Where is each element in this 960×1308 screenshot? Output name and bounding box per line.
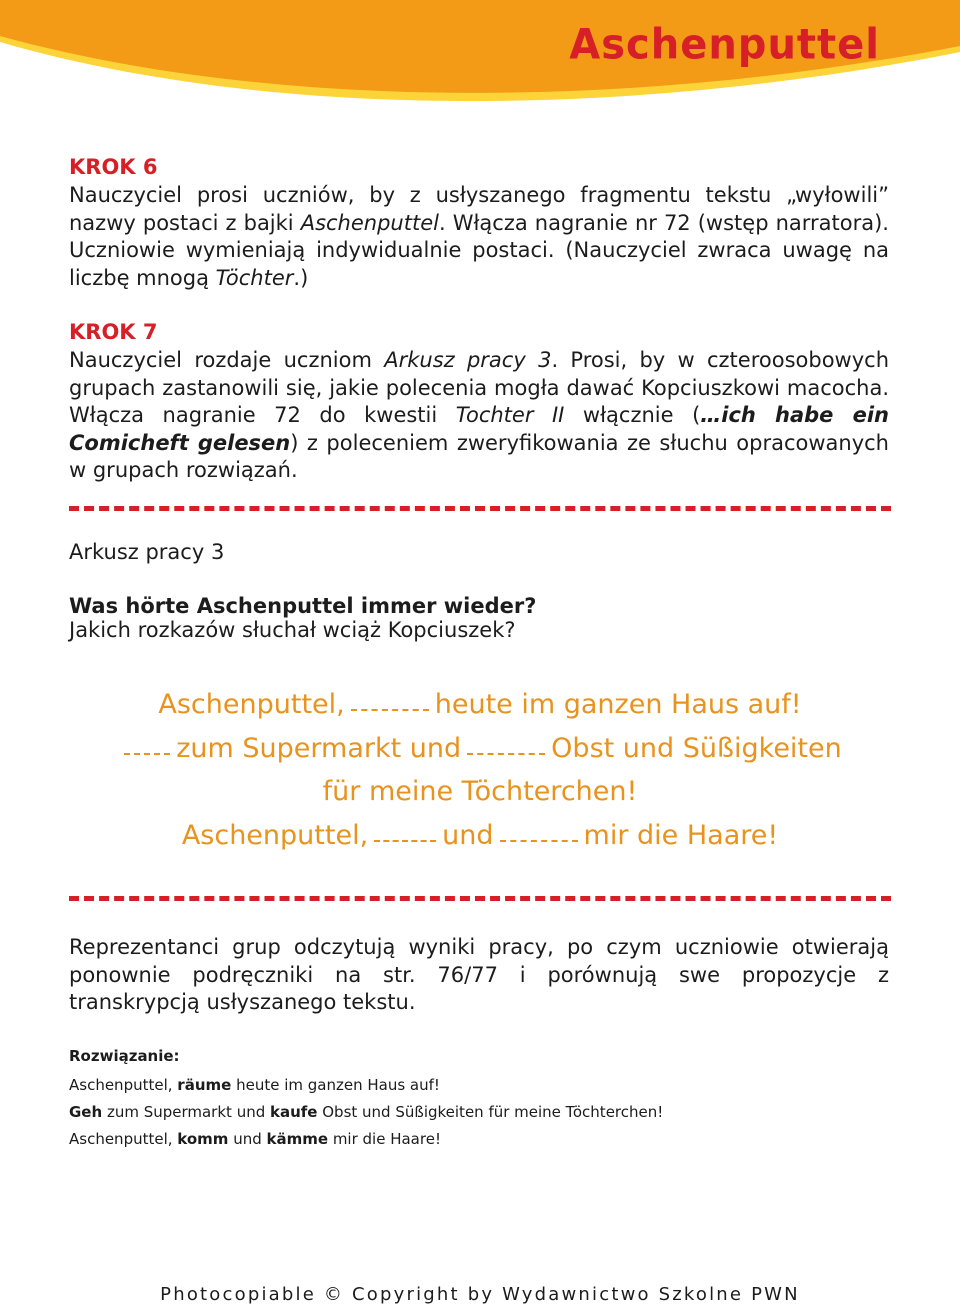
blank <box>374 840 436 842</box>
solution-label: Rozwiązanie: <box>69 1047 180 1065</box>
blank <box>351 709 429 711</box>
after-text: Reprezentanci grup odczytują wyniki pracy, po czym uczniowie otwierają ponownie podręczniki na str. 76/77 i porównują swe propozycje z transkrypcją usłyszanego tekstu. <box>69 935 889 1014</box>
krok7-text: Nauczyciel rozdaje uczniom Arkusz pracy 3. Prosi, by w czteroosobowych grupach zastanowili się, jakie polecenia mogła dawać Kopciuszkowi macocha. Włącza nagranie 72 do kwestii Tochter II włącznie (…ich habe ein Comicheft gelesen) z poleceniem zweryfikowania ze słuchu opracowanych w grupach rozwiązań. <box>69 348 890 482</box>
krok6-heading: KROK 6 <box>69 155 158 179</box>
exercise-line-2: zum Supermarkt und Obst und Süßigkeiten <box>0 727 960 771</box>
exercise-lines <box>0 683 960 857</box>
solution-line-1: Aschenputtel, räume heute im ganzen Haus auf! <box>69 1076 440 1094</box>
divider-bottom <box>69 896 891 901</box>
brand-title: Aschenputtel <box>569 20 880 70</box>
worksheet-title: Arkusz pracy 3 <box>69 540 225 564</box>
krok7-section <box>69 320 889 485</box>
worksheet-questions <box>69 594 889 642</box>
solution-line-3: Aschenputtel, komm und kämme mir die Haare! <box>69 1130 441 1148</box>
after-section <box>69 934 889 1017</box>
blank <box>467 753 545 755</box>
question-polish: Jakich rozkazów słuchał wciąż Kopciuszek? <box>69 618 516 642</box>
blank <box>500 840 578 842</box>
solution-line-2: Geh zum Supermarkt und kaufe Obst und Süßigkeiten für meine Töchterchen! <box>69 1103 664 1121</box>
exercise-line-4: Aschenputtel, und mir die Haare! <box>181 819 779 851</box>
krok6-text: Nauczyciel prosi uczniów, by z usłyszanego fragmentu tekstu „wyłowili” nazwy postaci z bajki Aschenputtel. Włącza nagranie nr 72 (wstęp narratora). Uczniowie wymieniają indywidualnie postaci. (Nauczyciel zwraca uwagę na liczbę mnogą Töchter.) <box>69 183 889 290</box>
question-german: Was hörte Aschenputtel immer wieder? <box>69 594 537 618</box>
krok6-section <box>69 155 889 292</box>
exercise-line-1: Aschenputtel, heute im ganzen Haus auf! <box>158 689 802 720</box>
exercise-line-3: für meine Töchterchen! <box>322 776 638 807</box>
krok7-heading: KROK 7 <box>69 320 158 344</box>
blank <box>124 753 170 755</box>
divider-top <box>69 506 891 511</box>
footer-copyright: Photocopiable © Copyright by Wydawnictwo Szkolne PWN <box>160 1284 800 1305</box>
solution-section <box>69 1043 889 1153</box>
